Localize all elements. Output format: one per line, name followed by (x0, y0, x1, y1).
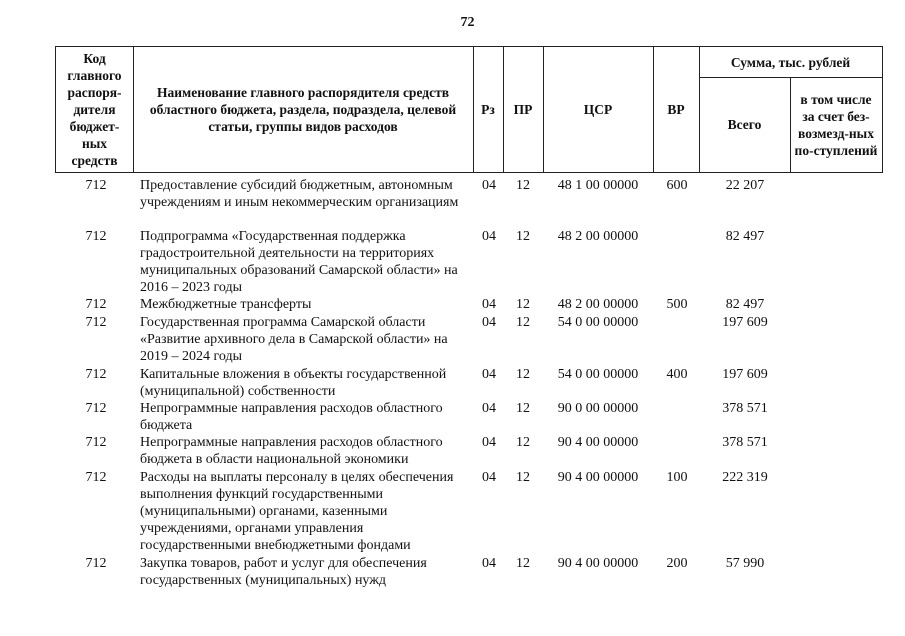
row-code: 712 (85, 297, 107, 312)
row-pr: 12 (516, 178, 530, 193)
row-name: Капитальные вложения в объекты государственной (муниципальной) собственности (140, 367, 447, 399)
header-name: Наименование главного распорядителя средств областного бюджета, раздела, подраздела, целевой статьи, группы видов расходов (149, 85, 457, 134)
row-pr: 12 (516, 297, 530, 312)
row-pr: 12 (516, 315, 530, 330)
header-vr: ВР (667, 102, 685, 117)
row-pr: 12 (516, 470, 530, 485)
row-csr: 48 1 00 00000 (557, 178, 639, 193)
row-rz: 04 (482, 556, 496, 571)
page-number: 72 (460, 15, 475, 30)
row-rz: 04 (482, 470, 496, 485)
row-rz: 04 (482, 367, 496, 382)
row-pr: 12 (516, 556, 530, 571)
row-code: 712 (85, 470, 107, 485)
row-total: 222 319 (722, 470, 768, 485)
row-name: Предоставление субсидий бюджетным, автономным учреждениям и иным некоммерческим организациям (140, 178, 459, 210)
header-pr: ПР (513, 102, 533, 117)
row-rz: 04 (482, 401, 496, 416)
row-vr: 500 (666, 297, 688, 312)
row-name: Подпрограмма «Государственная поддержка градостроительной деятельности на территориях муниципальных образований Самарской области» на 2016 – 2023 годы (140, 229, 458, 295)
row-name: Расходы на выплаты персоналу в целях обеспечения выполнения функций государственными (муниципальными) органами, казенными учреждениями, органами управления государственными внебюджетными фондами (140, 470, 454, 553)
row-rz: 04 (482, 435, 496, 450)
row-vr: 100 (666, 470, 688, 485)
header-code: Код главного распоря-дителя бюджет-ных средств (67, 51, 122, 168)
row-total: 57 990 (725, 556, 765, 571)
row-code: 712 (85, 229, 107, 244)
row-total: 378 571 (722, 401, 768, 416)
row-rz: 04 (482, 178, 496, 193)
row-pr: 12 (516, 229, 530, 244)
row-code: 712 (85, 401, 107, 416)
row-csr: 54 0 00 00000 (557, 367, 639, 382)
row-vr: 400 (666, 367, 688, 382)
row-csr: 90 4 00 00000 (557, 435, 639, 450)
row-pr: 12 (516, 367, 530, 382)
row-csr: 90 4 00 00000 (557, 556, 639, 571)
header-rz: Рз (481, 102, 495, 117)
row-vr: 200 (666, 556, 688, 571)
row-name: Межбюджетные трансферты (140, 297, 312, 312)
row-rz: 04 (482, 297, 496, 312)
row-total: 82 497 (725, 229, 765, 244)
header-csr: ЦСР (583, 102, 613, 117)
row-total: 197 609 (722, 315, 768, 330)
table-header (55, 46, 883, 173)
row-rz: 04 (482, 229, 496, 244)
row-total: 22 207 (725, 178, 765, 193)
row-name: Непрограммные направления расходов областного бюджета в области национальной экономики (140, 435, 443, 467)
row-total: 197 609 (722, 367, 768, 382)
row-csr: 90 4 00 00000 (557, 470, 639, 485)
row-code: 712 (85, 178, 107, 193)
row-name: Закупка товаров, работ и услуг для обеспечения государственных (муниципальных) нужд (140, 556, 427, 588)
row-code: 712 (85, 367, 107, 382)
row-csr: 48 2 00 00000 (557, 229, 639, 244)
row-pr: 12 (516, 435, 530, 450)
row-code: 712 (85, 315, 107, 330)
row-csr: 54 0 00 00000 (557, 315, 639, 330)
header-including: в том числе за счет без-возмезд-ных по-ступлений (794, 91, 878, 158)
header-sum-group: Сумма, тыс. рублей (730, 54, 851, 70)
row-pr: 12 (516, 401, 530, 416)
row-vr: 600 (666, 178, 688, 193)
row-total: 378 571 (722, 435, 768, 450)
row-rz: 04 (482, 315, 496, 330)
header-total: Всего (727, 117, 762, 132)
row-name: Непрограммные направления расходов областного бюджета (140, 401, 443, 433)
row-total: 82 497 (725, 297, 765, 312)
row-name: Государственная программа Самарской области «Развитие архивного дела в Самарской области» на 2019 – 2024 годы (140, 315, 448, 364)
row-code: 712 (85, 435, 107, 450)
row-csr: 90 0 00 00000 (557, 401, 639, 416)
row-csr: 48 2 00 00000 (557, 297, 639, 312)
row-code: 712 (85, 556, 107, 571)
